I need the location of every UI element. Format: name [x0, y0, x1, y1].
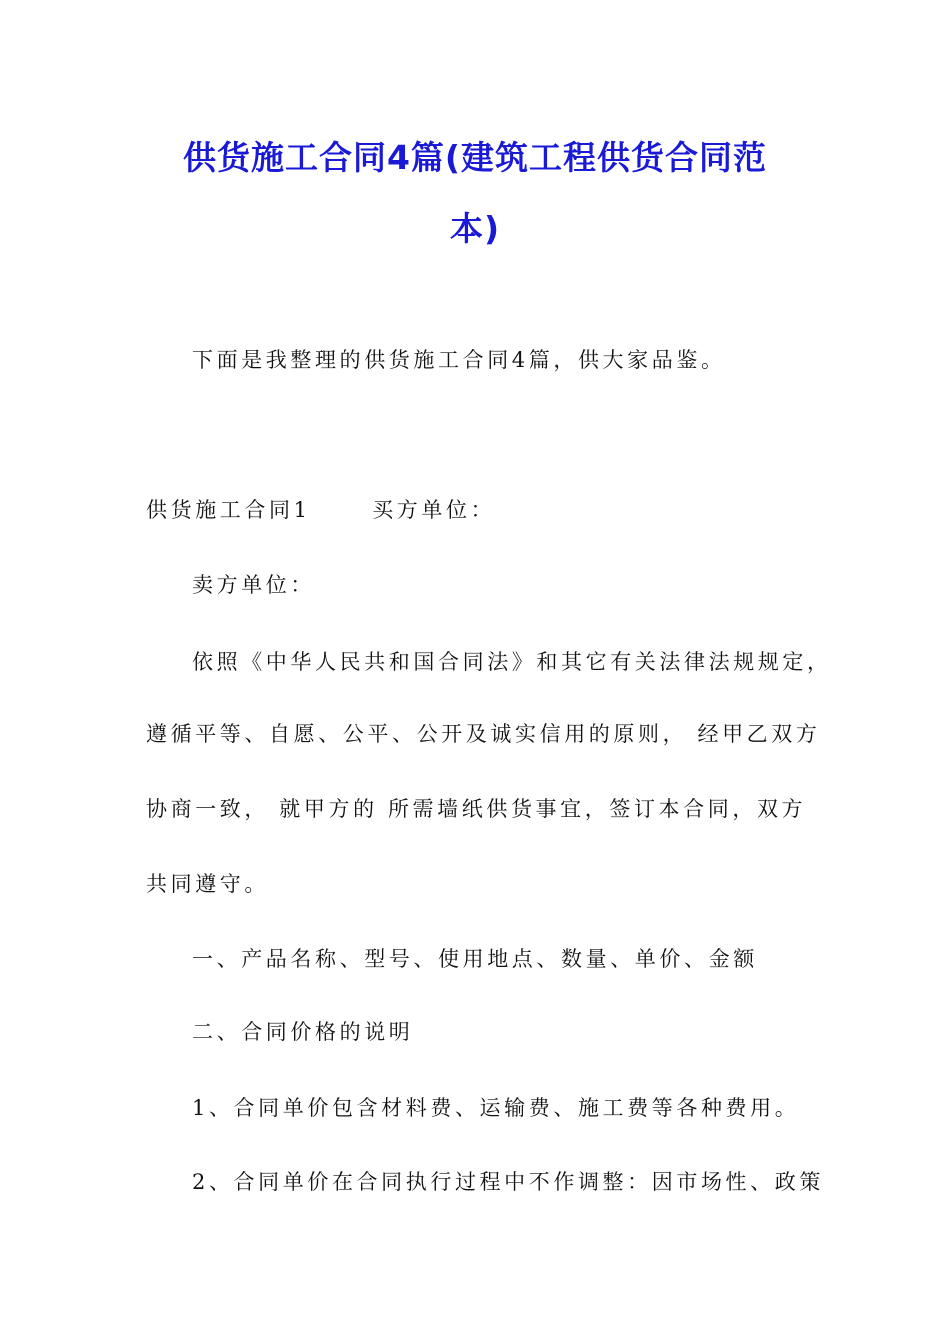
paragraph-line: 遵循平等、自愿、公平、公开及诚实信用的原则， 经甲乙双方	[146, 722, 821, 746]
section-heading-1: 一、产品名称、型号、使用地点、数量、单价、金额	[192, 947, 758, 971]
contract-1-heading: 供货施工合同1 买方单位：	[146, 498, 496, 522]
section-heading-2: 二、合同价格的说明	[192, 1020, 414, 1044]
document-title-line-1: 供货施工合同4篇(建筑工程供货合同范	[182, 138, 768, 177]
seller-unit-line: 卖方单位：	[192, 573, 315, 597]
paragraph-line: 协商一致， 就甲方的 所需墙纸供货事宜，签订本合同，双方	[146, 797, 807, 821]
clause-1: 1、合同单价包含材料费、运输费、施工费等各种费用。	[192, 1096, 800, 1120]
document-title-line-2: 本)	[449, 209, 501, 248]
paragraph-line: 共同遵守。	[146, 872, 269, 896]
paragraph-line: 依照《中华人民共和国合同法》和其它有关法律法规规定，	[192, 650, 832, 674]
clause-2: 2、合同单价在合同执行过程中不作调整：因市场性、政策	[192, 1170, 824, 1194]
intro-paragraph: 下面是我整理的供货施工合同4篇，供大家品鉴。	[192, 348, 726, 372]
